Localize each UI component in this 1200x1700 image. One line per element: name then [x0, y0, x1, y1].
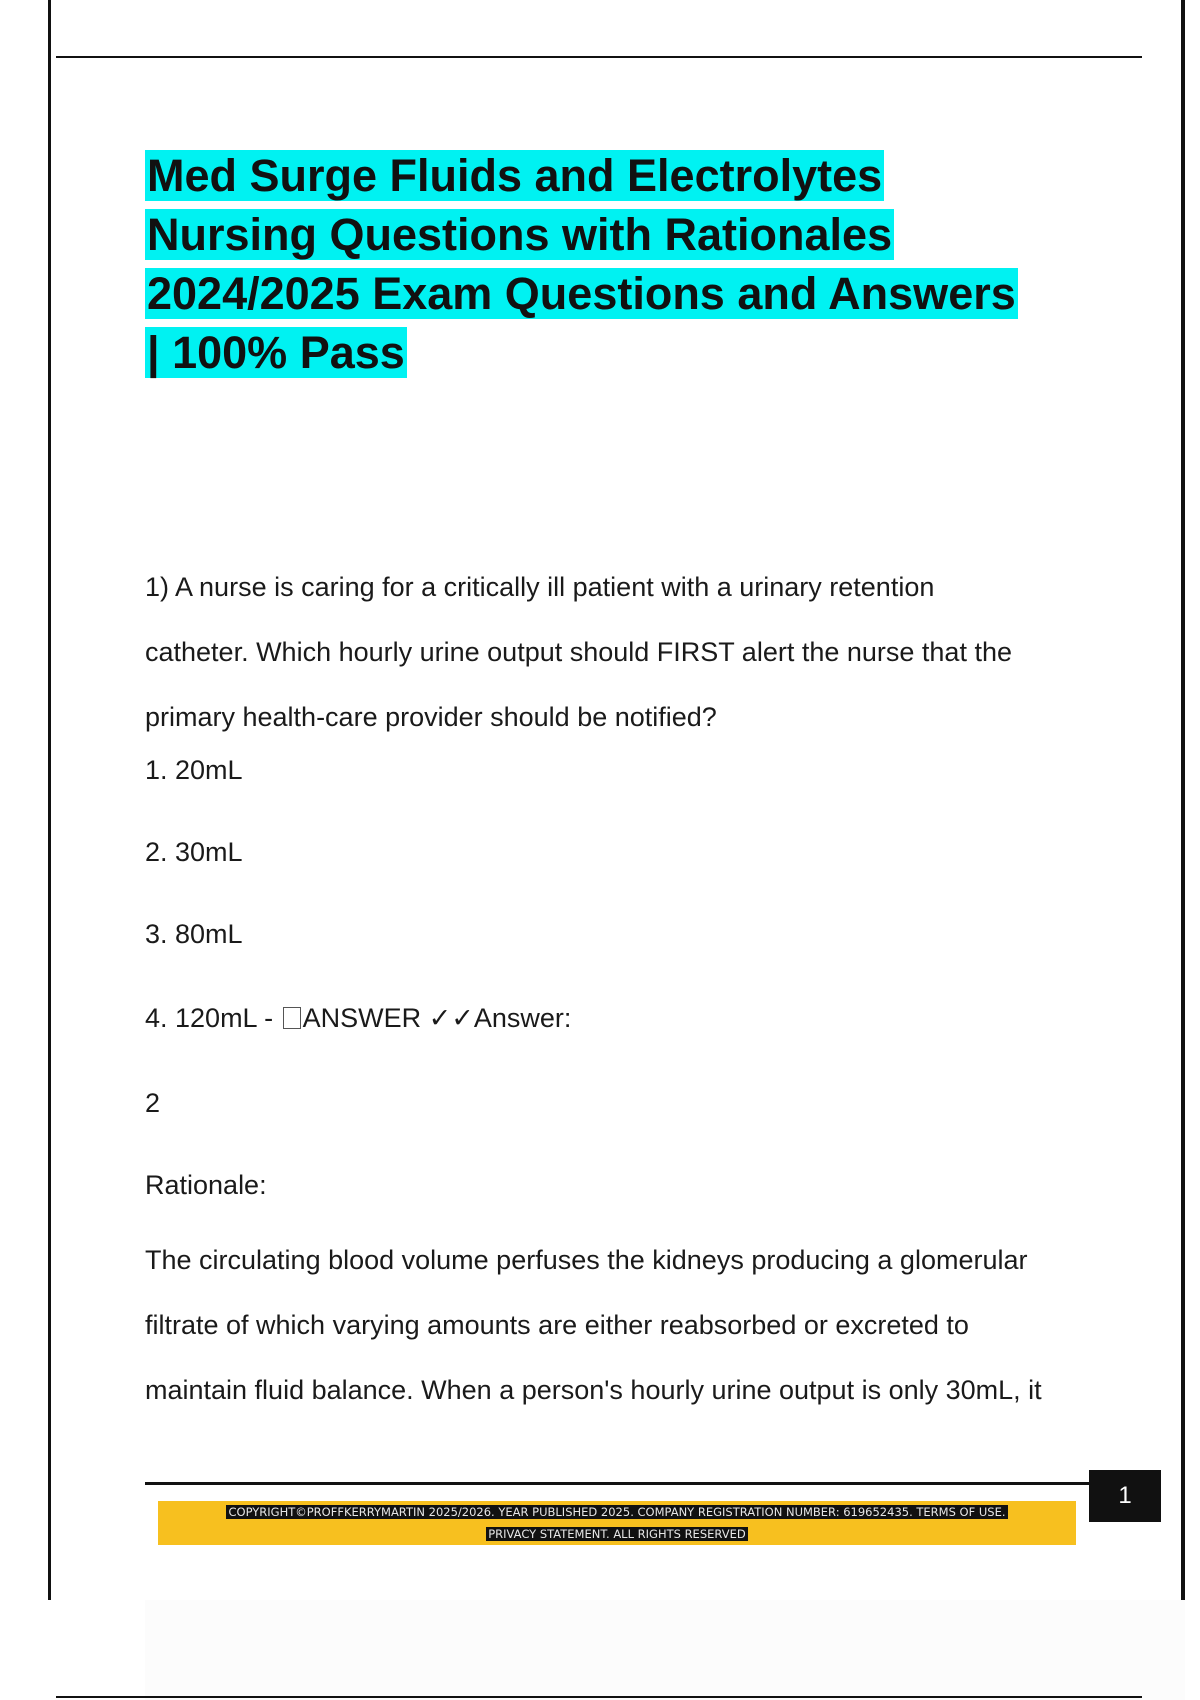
page-bottom-area [145, 1600, 1185, 1700]
option-1: 1. 20mL [145, 755, 243, 785]
page-number: 1 [1089, 1470, 1161, 1522]
checkbox-glyph-icon [283, 1007, 301, 1029]
page-border-right [1181, 0, 1185, 1600]
question-block [145, 555, 1120, 1405]
rationale-line-2: filtrate of which varying amounts are either reabsorbed or excreted to [145, 1310, 969, 1340]
question-line-2: catheter. Which hourly urine output should FIRST alert the nurse that the [145, 637, 1012, 667]
option-4 [145, 1001, 571, 1035]
option-4-value: 4. 120mL - [145, 1003, 281, 1033]
rationale-body [145, 1228, 1120, 1423]
answer-value: 2 [145, 1088, 161, 1118]
option-2: 2. 30mL [145, 837, 243, 867]
answer-marker: ANSWER ✓✓Answer: [302, 1003, 572, 1033]
page-border-left [48, 0, 51, 1600]
copyright-banner [158, 1501, 1076, 1545]
bottom-rule [56, 1696, 1142, 1698]
option-3: 3. 80mL [145, 919, 243, 949]
rationale-line-3: maintain fluid balance. When a person's hourly urine output is only 30mL, it [145, 1375, 1042, 1405]
copyright-line-1: COPYRIGHT©PROFFKERRYMARTIN 2025/2026. YEAR PUBLISHED 2025. COMPANY REGISTRATION NUMBER: 619652435. TERMS OF USE. [228, 1505, 1006, 1519]
copyright-line-2: PRIVACY STATEMENT. ALL RIGHTS RESERVED [488, 1527, 746, 1541]
title-line-3: 2024/2025 Exam Questions and Answers [147, 268, 1016, 319]
title-line-2: Nursing Questions with Rationales [147, 209, 893, 260]
title-line-4: | 100% Pass [147, 327, 405, 378]
header-rule [56, 56, 1142, 58]
question-line-1: 1) A nurse is caring for a critically ill patient with a urinary retention [145, 572, 935, 602]
document-title [145, 146, 1125, 382]
rationale-label: Rationale: [145, 1170, 267, 1200]
question-stem [145, 555, 1120, 750]
title-line-1: Med Surge Fluids and Electrolytes [147, 150, 883, 201]
footer-rule [145, 1482, 1090, 1485]
rationale-line-1: The circulating blood volume perfuses the kidneys producing a glomerular [145, 1245, 1028, 1275]
question-line-3: primary health-care provider should be notified? [145, 702, 717, 732]
